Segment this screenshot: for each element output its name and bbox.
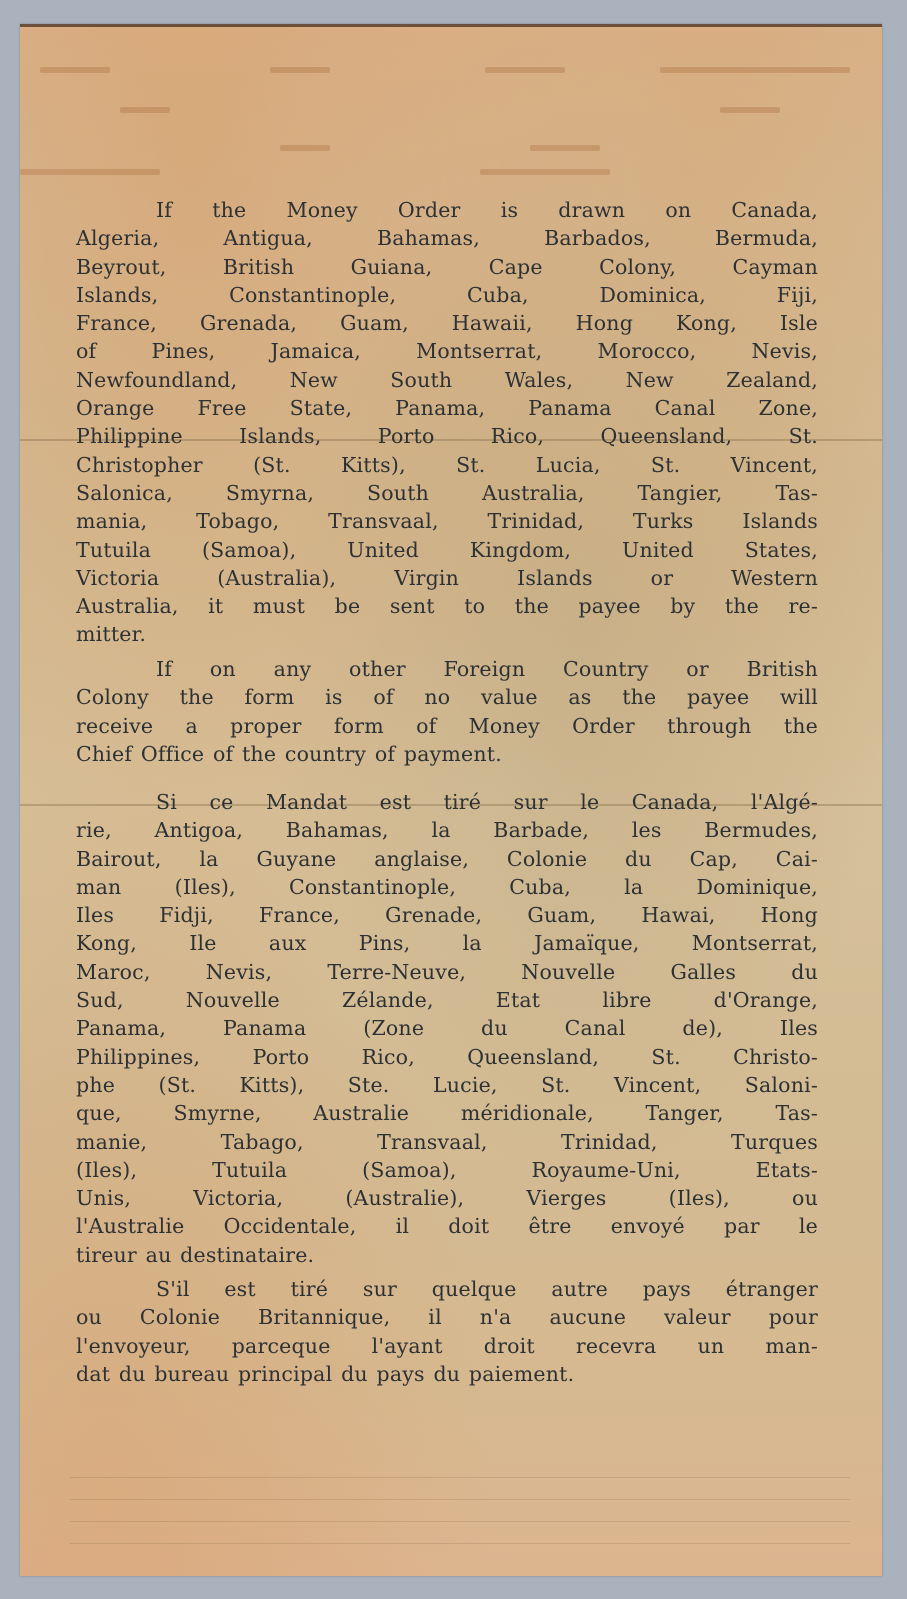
text-line: If on any other Foreign Country or British (156, 657, 818, 681)
text-line: Sud, Nouvelle Zélande, Etat libre d'Orange, (76, 988, 818, 1013)
ghost-print (270, 67, 330, 73)
ghost-rule (70, 1477, 850, 1478)
text-line: If the Money Order is drawn on Canada, (156, 198, 818, 222)
text-line: manie, Tabago, Transvaal, Trinidad, Turques (76, 1129, 818, 1154)
text-line: que, Smyrne, Australie méridionale, Tanger, Tas- (76, 1101, 818, 1126)
text-line: (Iles), Tutuila (Samoa), Royaume-Uni, Etats- (76, 1157, 818, 1182)
ghost-print (485, 67, 565, 73)
text-line: Salonica, Smyrna, South Australia, Tangier, Tas- (76, 480, 818, 505)
text-line: Beyrout, British Guiana, Cape Colony, Cayman (76, 254, 818, 279)
text-line: rie, Antigoa, Bahamas, la Barbade, les Bermudes, (76, 818, 818, 843)
text-line: Si ce Mandat est tiré sur le Canada, l'Algé- (156, 790, 818, 814)
text-line: Christopher (St. Kitts), St. Lucia, St. Vincent, (76, 452, 818, 477)
english-paragraph-2 (76, 655, 818, 768)
text-line: l'envoyeur, parceque l'ayant droit recevra un man- (76, 1333, 818, 1358)
text-line: Philippines, Porto Rico, Queensland, St. Christo- (76, 1044, 818, 1069)
text-line: Maroc, Nevis, Terre-Neuve, Nouvelle Galles du (76, 959, 818, 984)
text-line: Iles Fidji, France, Grenade, Guam, Hawai, Hong (76, 903, 818, 928)
ghost-print (530, 145, 600, 151)
text-line: Kong, Ile aux Pins, la Jamaïque, Montserrat, (76, 931, 818, 956)
text-line: tireur au destinataire. (76, 1242, 315, 1267)
text-line: Panama, Panama (Zone du Canal de), Iles (76, 1016, 818, 1041)
text-line: Tutuila (Samoa), United Kingdom, United States, (76, 537, 818, 562)
text-line: Victoria (Australia), Virgin Islands or Western (76, 565, 818, 590)
french-paragraph-2 (76, 1275, 818, 1388)
ghost-print (40, 67, 110, 73)
ghost-print (720, 107, 780, 113)
text-line: France, Grenada, Guam, Hawaii, Hong Kong, Isle (76, 311, 818, 336)
money-order-paper (20, 24, 882, 1576)
text-line: Unis, Victoria, (Australie), Vierges (Iles), ou (76, 1186, 818, 1211)
text-line: Australia, it must be sent to the payee by the re- (76, 594, 818, 619)
text-line: l'Australie Occidentale, il doit être envoyé par le (76, 1214, 818, 1239)
ghost-print (480, 169, 610, 175)
ghost-print (660, 67, 850, 73)
ghost-rule (70, 1499, 850, 1500)
text-line: mitter. (76, 622, 147, 647)
text-line: dat du bureau principal du pays du paiement. (76, 1361, 575, 1386)
text-line: Orange Free State, Panama, Panama Canal Zone, (76, 396, 818, 421)
ghost-print (280, 145, 330, 151)
text-line: man (Iles), Constantinople, Cuba, la Dominique, (76, 874, 818, 899)
text-line: Algeria, Antigua, Bahamas, Barbados, Bermuda, (76, 226, 818, 251)
french-paragraph-1 (76, 788, 818, 1269)
english-paragraph-1 (76, 196, 818, 649)
text-line: receive a proper form of Money Order through the (76, 713, 818, 738)
ghost-print (20, 169, 160, 175)
text-line: phe (St. Kitts), Ste. Lucie, St. Vincent, Saloni- (76, 1072, 818, 1097)
text-line: mania, Tobago, Transvaal, Trinidad, Turks Islands (76, 509, 818, 534)
text-line: Newfoundland, New South Wales, New Zealand, (76, 367, 818, 392)
text-line: Islands, Constantinople, Cuba, Dominica, Fiji, (76, 282, 818, 307)
text-line: Philippine Islands, Porto Rico, Queensland, St. (76, 424, 818, 449)
text-line: Bairout, la Guyane anglaise, Colonie du Cap, Cai- (76, 846, 818, 871)
text-line: ou Colonie Britannique, il n'a aucune valeur pour (76, 1305, 818, 1330)
ghost-print (120, 107, 170, 113)
text-line: of Pines, Jamaica, Montserrat, Morocco, Nevis, (76, 339, 818, 364)
text-line: S'il est tiré sur quelque autre pays étranger (156, 1277, 818, 1301)
ghost-rule (70, 1543, 850, 1544)
text-line: Colony the form is of no value as the payee will (76, 685, 818, 710)
text-line: Chief Office of the country of payment. (76, 741, 502, 766)
ghost-rule (70, 1521, 850, 1522)
